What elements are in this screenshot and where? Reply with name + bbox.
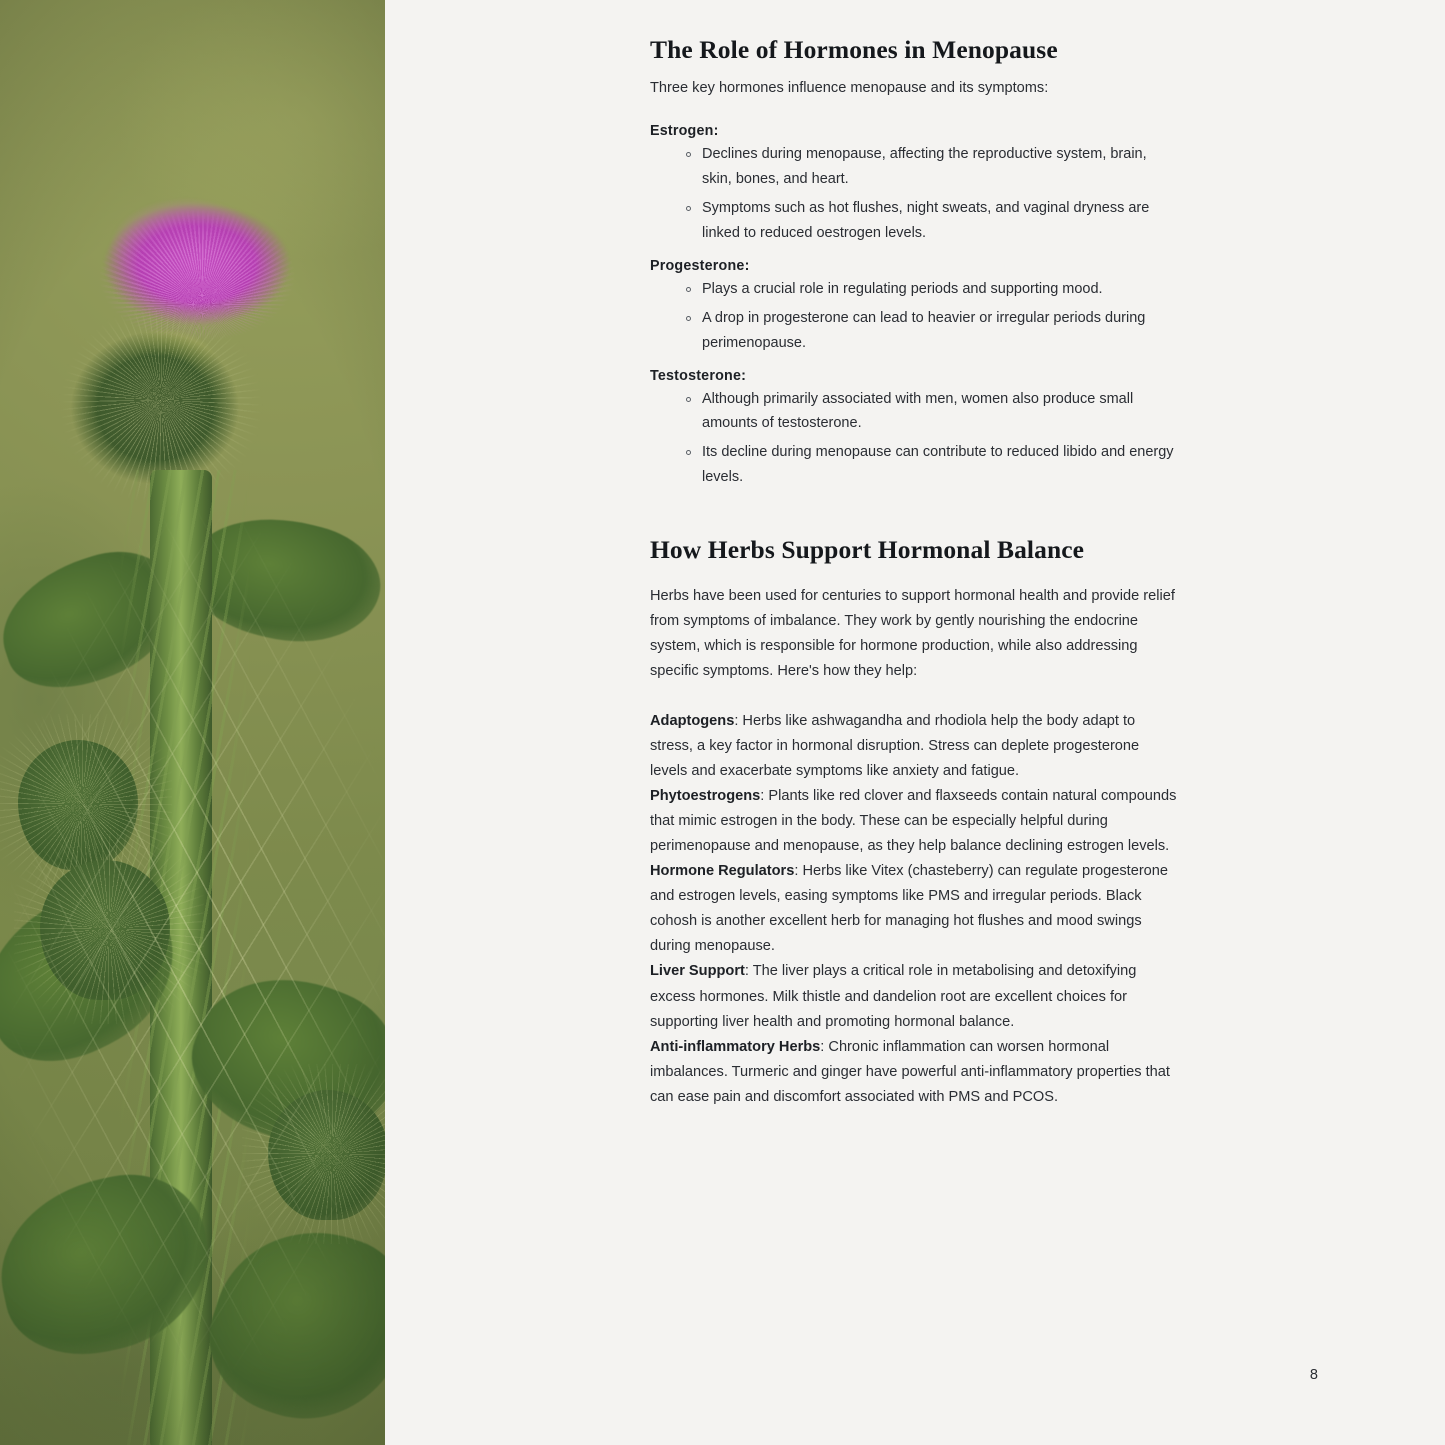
- hormone-name: Progesterone: [650, 257, 745, 274]
- hormone-colon: :: [744, 257, 750, 274]
- category-term: Liver Support: [650, 963, 745, 980]
- herb-category-anti-inflammatory: [650, 1035, 1180, 1110]
- hormone-points-testosterone: [650, 387, 1180, 491]
- list-item: A drop in progesterone can lead to heavier or irregular periods during perimenopause.: [686, 306, 1180, 356]
- herb-category-phytoestrogens: [650, 784, 1180, 859]
- category-text: : Plants like red clover and flaxseeds contain natural compounds that mimic estrogen in the body. These can be especially helpful during perimenopause and menopause, as they help balance declining estrogen levels.: [650, 787, 1177, 854]
- hormone-label-testosterone: [650, 368, 1180, 384]
- hormone-colon: :: [713, 122, 719, 139]
- hormone-points-estrogen: [650, 142, 1180, 246]
- herb-category-adaptogens: [650, 709, 1180, 784]
- paragraph-spacer: [650, 695, 1180, 709]
- category-term: Phytoestrogens: [650, 787, 761, 804]
- category-term: Hormone Regulators: [650, 863, 795, 880]
- text-column: [650, 34, 1180, 1110]
- hormones-intro: Three key hormones influence menopause and its symptoms:: [650, 79, 1049, 96]
- list-item: Declines during menopause, affecting the reproductive system, brain, skin, bones, and heart.: [686, 142, 1180, 192]
- list-item: Although primarily associated with men, women also produce small amounts of testosterone.: [686, 387, 1180, 437]
- category-text: : Herbs like Vitex (chasteberry) can regulate progesterone and estrogen levels, easing symptoms like PMS and irregular periods. Black cohosh is another excellent herb for managing hot flushes and mood swings during menopause.: [650, 863, 1169, 955]
- herb-category-liver-support: [650, 959, 1180, 1034]
- page-content: [385, 0, 1445, 1445]
- list-item: Its decline during menopause can contribute to reduced libido and energy levels.: [686, 440, 1180, 490]
- photo-vignette: [0, 0, 385, 1445]
- page-number: 8: [1309, 1367, 1318, 1383]
- category-text: : Chronic inflammation can worsen hormonal imbalances. Turmeric and ginger have powerful anti-inflammatory properties that can ease pain and discomfort associated with PMS and PCOS.: [650, 1038, 1170, 1105]
- category-term: Anti-inflammatory Herbs: [650, 1038, 821, 1055]
- hormone-points-progesterone: [650, 277, 1180, 356]
- hormone-name: Estrogen: [650, 122, 714, 139]
- hormone-label-estrogen: [650, 123, 1180, 139]
- category-text: : The liver plays a critical role in metabolising and detoxifying excess hormones. Milk thistle and dandelion root are excellent choices for supporting liver health and promoting hormonal balance.: [650, 963, 1137, 1030]
- hormone-name: Testosterone: [650, 367, 742, 384]
- section-title-herbs: How Herbs Support Hormonal Balance: [650, 535, 1085, 565]
- section-title-hormones: The Role of Hormones in Menopause: [650, 35, 1058, 64]
- herbs-intro: Herbs have been used for centuries to support hormonal health and provide relief from symptoms of imbalance. They work by gently nourishing the endocrine system, which is responsible for hormone production, while also addressing specific symptoms. Here's how they help:: [650, 588, 1175, 680]
- herb-category-hormone-regulators: [650, 859, 1180, 959]
- hormone-label-progesterone: [650, 258, 1180, 274]
- thistle-photo-panel: [0, 0, 385, 1445]
- category-text: : Herbs like ashwagandha and rhodiola help the body adapt to stress, a key factor in hormonal disruption. Stress can deplete progesterone levels and exacerbate symptoms like anxiety and fatigue.: [650, 712, 1140, 779]
- list-item: Symptoms such as hot flushes, night sweats, and vaginal dryness are linked to reduced oestrogen levels.: [686, 196, 1180, 246]
- category-term: Adaptogens: [650, 712, 735, 729]
- list-item: Plays a crucial role in regulating periods and supporting mood.: [686, 277, 1180, 302]
- hormone-colon: :: [741, 367, 747, 384]
